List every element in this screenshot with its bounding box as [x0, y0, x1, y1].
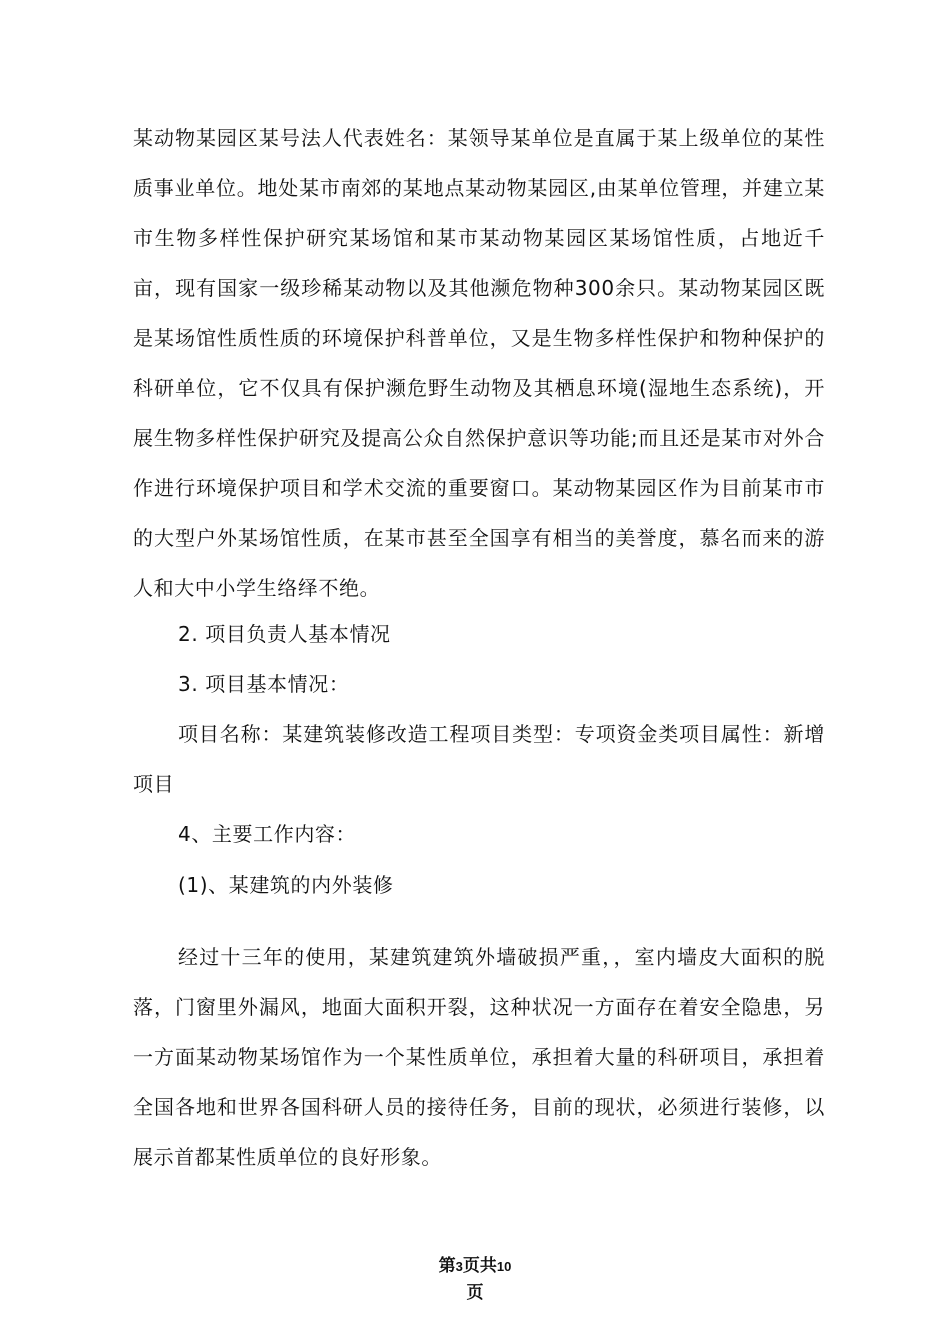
page-number-line	[395, 1253, 555, 1280]
project-info-paragraph: 项目名称：某建筑装修改造工程项目类型：专项资金类项目属性：新增项目	[133, 722, 825, 796]
section-heading-3: 3. 项目基本情况：	[178, 672, 350, 696]
page-footer	[395, 1253, 555, 1306]
footer-suffix: 页	[466, 1283, 484, 1302]
footer-prefix: 第	[438, 1256, 456, 1275]
renovation-paragraph: 经过十三年的使用，某建筑建筑外墙破损严重，，室内墙皮大面积的脱落，门窗里外漏风，地面大面积开裂，这种状况一方面存在着安全隐患，另一方面某动物某场馆作为一个某性质单位，承担着大量的科研项目，承担着全国各地和世界各国科研人员的接待任务，目前的现状，必须进行装修，以展示首都某性质单位的良好形象。	[133, 945, 825, 1169]
current-page-number: 3	[455, 1259, 463, 1274]
section-heading-4: 4、主要工作内容：	[178, 822, 357, 846]
intro-paragraph: 某动物某园区某号法人代表姓名：某领导某单位是直属于某上级单位的某性质事业单位。地处某市南郊的某地点某动物某园区,由某单位管理，并建立某市生物多样性保护研究某场馆和某市某动物某园区某场馆性质，占地近千亩，现有国家一级珍稀某动物以及其他濒危物种300余只。某动物某园区既是某场馆性质性质的环境保护科普单位，又是生物多样性保护和物种保护的科研单位，它不仅具有保护濒危野生动物及其栖息环境(湿地生态系统)，开展生物多样性保护研究及提高公众自然保护意识等功能;而且还是某市对外合作进行环境保护项目和学术交流的重要窗口。某动物某园区作为目前某市市的大型户外某场馆性质，在某市甚至全国享有相当的美誉度，慕名而来的游人和大中小学生络绎不绝。	[133, 126, 825, 600]
section-heading-2: 2. 项目负责人基本情况	[178, 622, 391, 646]
total-page-number: 10	[496, 1259, 512, 1274]
footer-middle: 页共	[462, 1256, 497, 1275]
subsection-heading-4-1: (1)、某建筑的内外装修	[178, 873, 394, 897]
